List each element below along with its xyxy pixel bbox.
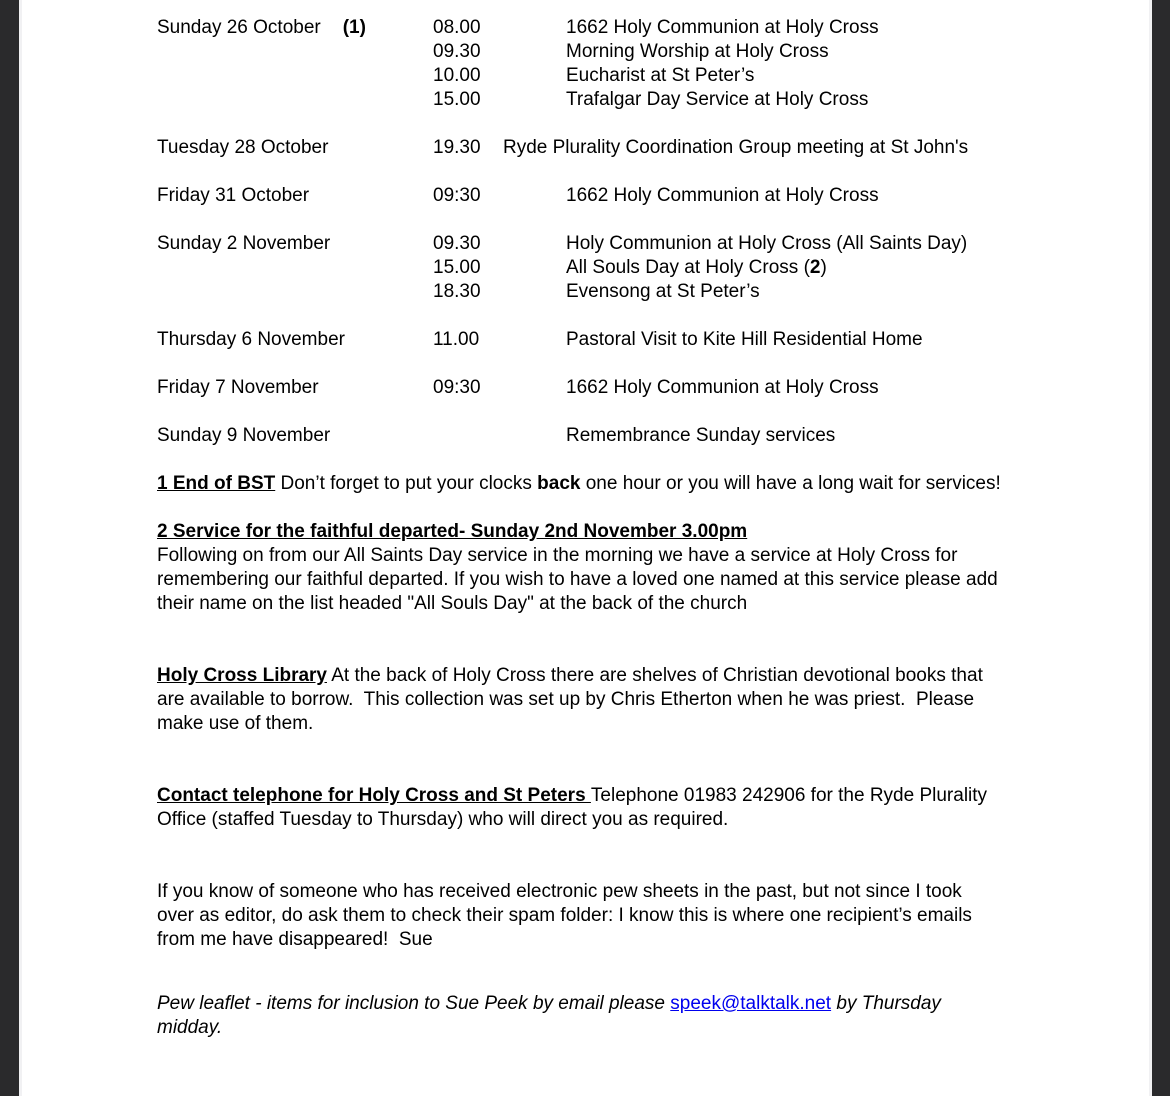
entry-desc: Remembrance Sunday services [566, 425, 836, 446]
schedule-date [157, 232, 433, 304]
service-schedule [157, 16, 1002, 448]
schedule-entry [433, 40, 1002, 64]
schedule-entry [433, 88, 1002, 112]
entry-time: 19.30 [433, 137, 481, 158]
schedule-entry [433, 64, 1002, 88]
note-spam-folder: If you know of someone who has received electronic pew sheets in the past, but not since I took over as editor, do ask them to check their spam folder: I know this is where one recipient’s emails from me have disappeared! Sue [157, 881, 978, 950]
schedule-date [157, 424, 433, 448]
entry-desc: Trafalgar Day Service at Holy Cross [566, 89, 869, 110]
entry-time: 18.30 [433, 281, 481, 302]
note-heading: 2 Service for the faithful departed- Sunday 2nd November 3.00pm [157, 521, 748, 542]
schedule-entry [433, 256, 1002, 280]
schedule-date [157, 328, 433, 352]
page-edge-right [1149, 0, 1170, 1096]
footnote-ref-1: (1) [342, 17, 366, 38]
date-text: Sunday 26 October [157, 17, 321, 38]
footnote-ref-2: 2 [809, 257, 821, 278]
schedule-entry [433, 184, 1002, 208]
entry-desc: Pastoral Visit to Kite Hill Residential Home [566, 329, 923, 350]
date-text: Friday 31 October [157, 185, 310, 206]
date-text: Friday 7 November [157, 377, 319, 398]
schedule-entry [433, 376, 1002, 400]
note-contact: Contact telephone for Holy Cross and St Peters Telephone 01983 242906 for the Ryde Plurality Office (staffed Tuesday to Thursday) who will direct you as required. [157, 785, 993, 830]
entry-time: 15.00 [433, 257, 481, 278]
schedule-row-sun-9-nov [157, 424, 1002, 448]
entry-desc: All Souls Day at Holy Cross (2) [566, 257, 827, 278]
note-library: Holy Cross Library At the back of Holy Cross there are shelves of Christian devotional books that are available to borrow. This collection was set up by Chris Etherton when he was priest. Please make use of them. [157, 665, 989, 734]
schedule-entry [433, 136, 1002, 160]
note-heading: Holy Cross Library [157, 665, 327, 686]
entry-time: 09.30 [433, 233, 481, 254]
date-text: Thursday 6 November [157, 329, 345, 350]
schedule-row-thu-6-nov [157, 328, 1002, 352]
entry-time: 08.00 [433, 17, 481, 38]
entry-desc: 1662 Holy Communion at Holy Cross [566, 377, 879, 398]
entry-desc: Morning Worship at Holy Cross [566, 41, 829, 62]
entry-time: 10.00 [433, 65, 481, 86]
schedule-date [157, 136, 433, 160]
entry-time: 09.30 [433, 41, 481, 62]
entry-time: 09:30 [433, 185, 481, 206]
entry-time [433, 424, 566, 448]
entry-time: 09:30 [433, 377, 481, 398]
note-heading: 1 End of BST [157, 473, 276, 494]
entry-desc: Holy Communion at Holy Cross (All Saints Day) [566, 233, 968, 254]
note-pew-leaflet: Pew leaflet - items for inclusion to Sue Peek by email please speek@talktalk.net by Thursday midday. [157, 993, 947, 1038]
entry-desc: 1662 Holy Communion at Holy Cross [566, 185, 879, 206]
schedule-row-fri-31-oct [157, 184, 1002, 208]
schedule-row-fri-7-nov [157, 376, 1002, 400]
page-content [157, 16, 1002, 1040]
schedule-date [157, 376, 433, 400]
note-faithful-departed-body: Following on from our All Saints Day service in the morning we have a service at Holy Cross for remembering our faithful departed. If you wish to have a loved one named at this service please add their name on the list headed "All Souls Day" at the back of the church [157, 545, 1003, 614]
date-text: Sunday 2 November [157, 233, 331, 254]
entry-time: 15.00 [433, 89, 481, 110]
schedule-row-sun-2-nov [157, 232, 1002, 304]
entry-time: 11.00 [433, 329, 480, 350]
entry-desc: Eucharist at St Peter’s [566, 65, 755, 86]
schedule-row-sun-26-oct [157, 16, 1002, 112]
note-end-of-bst: 1 End of BST Don’t forget to put your clocks back one hour or you will have a long wait for services! [157, 473, 1001, 494]
page-edge-left [0, 0, 22, 1096]
entry-desc: Ryde Plurality Coordination Group meeting at St John's [503, 137, 969, 158]
schedule-entry [433, 328, 1002, 352]
schedule-date [157, 184, 433, 208]
schedule-entry [433, 280, 1002, 304]
note-heading: Contact telephone for Holy Cross and St Peters [157, 785, 591, 806]
schedule-row-tue-28-oct [157, 136, 1002, 160]
date-text: Tuesday 28 October [157, 137, 329, 158]
schedule-entry [433, 232, 1002, 256]
entry-desc: Evensong at St Peter’s [566, 281, 760, 302]
note-faithful-departed-heading [157, 520, 1002, 544]
schedule-date [157, 16, 433, 112]
email-link[interactable]: speek@talktalk.net [670, 993, 832, 1014]
entry-desc: 1662 Holy Communion at Holy Cross [566, 17, 879, 38]
schedule-entry [433, 16, 1002, 40]
schedule-entry [433, 424, 1002, 448]
date-text: Sunday 9 November [157, 425, 331, 446]
